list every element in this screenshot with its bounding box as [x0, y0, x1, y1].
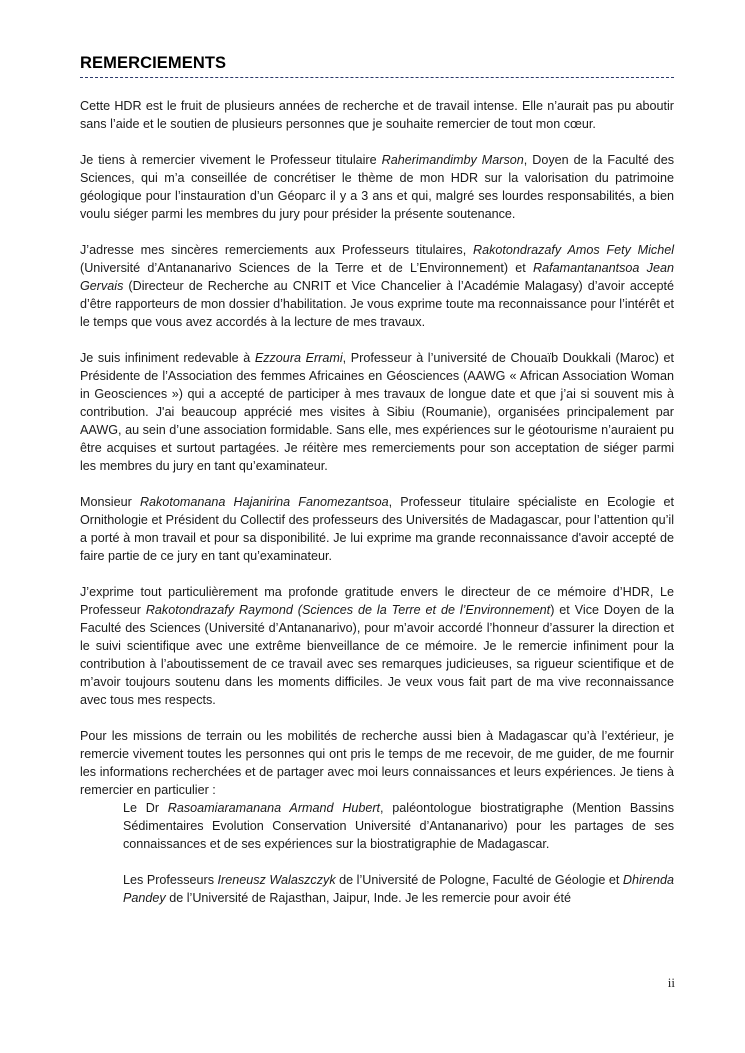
- page-number: ii: [667, 975, 675, 990]
- text-run: Pour les missions de terrain ou les mobilités de recherche aussi bien à Madagascar qu’à l’extérieur, je remercie vivement toutes les personnes qui ont pris le temps de me recevoir, de me guider, de me fournir les informations recherchées et de partager avec moi leurs connaissances et leurs expériences. Je tiens à remercier en particulier :: [80, 729, 674, 797]
- paragraph-intro: [80, 97, 674, 133]
- page-title: REMERCIEMENTS: [80, 54, 227, 72]
- text-run: J’exprime tout particulièrement ma profonde gratitude envers le directeur de ce mémoire d’HDR, Le Professeur: [80, 585, 674, 617]
- person-name: Rakotondrazafy Amos Fety Michel: [472, 243, 675, 257]
- person-name: Rafamantanantsoa Jean Gervais: [80, 261, 674, 293]
- paragraph-doyen: [80, 151, 674, 223]
- person-name: Ireneusz Walaszczyk: [217, 873, 336, 887]
- text-run: (Directeur de Recherche au CNRIT et Vice Chancelier à l’Académie Malagasy) d’avoir accepté d’être rapporteurs de mon dossier d’habilitation. Je vous exprime toute ma reconnaissance pour l’intérêt et le temps que vous avez accordés à la lecture de mes travaux.: [80, 279, 674, 329]
- text-run: J’adresse mes sincères remerciements aux Professeurs titulaires,: [80, 243, 473, 257]
- paragraph-missions: [80, 727, 674, 799]
- person-name: Rasoamiaramanana Armand Hubert: [167, 801, 381, 815]
- text-run: Je suis infiniment redevable à: [80, 351, 255, 365]
- paragraph-rasoamiaramanana: [123, 799, 674, 853]
- person-name: Dhirenda Pandey: [123, 873, 674, 905]
- document-body: [80, 97, 674, 907]
- person-name: Rakotomanana Hajanirina Fanomezantsoa: [139, 495, 389, 509]
- paragraph-directeur: [80, 583, 674, 709]
- text-run: Cette HDR est le fruit de plusieurs années de recherche et de travail intense. Elle n’aurait pas pu aboutir sans l’aide et le soutien de plusieurs personnes que je souhaite remercier de tout mon cœur.: [80, 99, 674, 131]
- paragraph-professeurs: [123, 871, 674, 907]
- text-run: de l’Université de Rajasthan, Jaipur, Inde. Je les remercie pour avoir été: [165, 891, 572, 905]
- text-run: , Professeur à l’université de Chouaïb Doukkali (Maroc) et Présidente de l’Association des femmes Africaines en Géosciences (AAWG « African Association Woman in Geosciences ») qui a accepté de participer à mes travaux de longue date et que j’ai si souvent mis à contribution. J'ai beaucoup apprécié mes visites à Sibiu (Roumanie), organisées principalement par AAWG, au sein d’une association formidable. Sans elle, mes expériences sur le géotourisme n’auraient pu être acquises et surtout partagées. Je réitère mes remerciements pour son acceptation de siéger parmi les membres du jury en tant qu’examinateur.: [80, 351, 674, 473]
- text-run: , Doyen de la Faculté des Sciences, qui m’a conseillée de concrétiser le thème de mon HDR sur la valorisation du patrimoine géologique pour l’instauration d’un Géoparc il y a 3 ans et qui, malgré ses lourdes responsabilités, a bien voulu siéger parmi les membres du jury pour présider la présente soutenance.: [80, 153, 674, 221]
- text-run: , paléontologue biostratigraphe (Mention Bassins Sédimentaires Evolution Conservation Université d’Antananarivo) pour les partages de ses connaissances et de ses expériences sur la biostratigraphie de Madagascar.: [123, 801, 674, 851]
- text-run: Je tiens à remercier vivement le Professeur titulaire: [80, 153, 382, 167]
- title-divider: [80, 77, 674, 78]
- text-run: Monsieur: [80, 495, 140, 509]
- text-run: Les Professeurs: [123, 873, 218, 887]
- paragraph-rakotomanana: [80, 493, 674, 565]
- paragraph-errami: [80, 349, 674, 475]
- person-name: Raherimandimby Marson: [381, 153, 524, 167]
- text-run: (Université d’Antananarivo Sciences de la Terre et de L’Environnement) et: [80, 261, 534, 275]
- text-run: ) et Vice Doyen de la Faculté des Sciences (Université d’Antananarivo), pour m’avoir accordé l’honneur d’assurer la direction et le suivi scientifique avec une extrême bienveillance de ce mémoire. Je le remercie infiniment pour la contribution à l’aboutissement de ce travail avec ses remarques judicieuses, sa rigueur scientifique et de m’avoir toujours soutenu dans les moments difficiles. Je veux vous fait part de ma vive reconnaissance avec tous mes respects.: [80, 603, 674, 707]
- paragraph-rapporteurs: [80, 241, 674, 331]
- text-run: Le Dr: [123, 801, 168, 815]
- person-name: Ezzoura Errami: [254, 351, 343, 365]
- person-name: Rakotondrazafy Raymond (Sciences de la Terre et de l’Environnement: [145, 603, 551, 617]
- text-run: de l’Université de Pologne, Faculté de Géologie et: [335, 873, 623, 887]
- text-run: , Professeur titulaire spécialiste en Ecologie et Ornithologie et Président du Collectif des professeurs des Universités de Madagascar, pour l’attention qu’il a porté à mon travail et pour sa disponibilité. Je lui exprime ma grande reconnaissance d'avoir accepté de faire partie de ce jury en tant qu’examinateur.: [80, 495, 675, 563]
